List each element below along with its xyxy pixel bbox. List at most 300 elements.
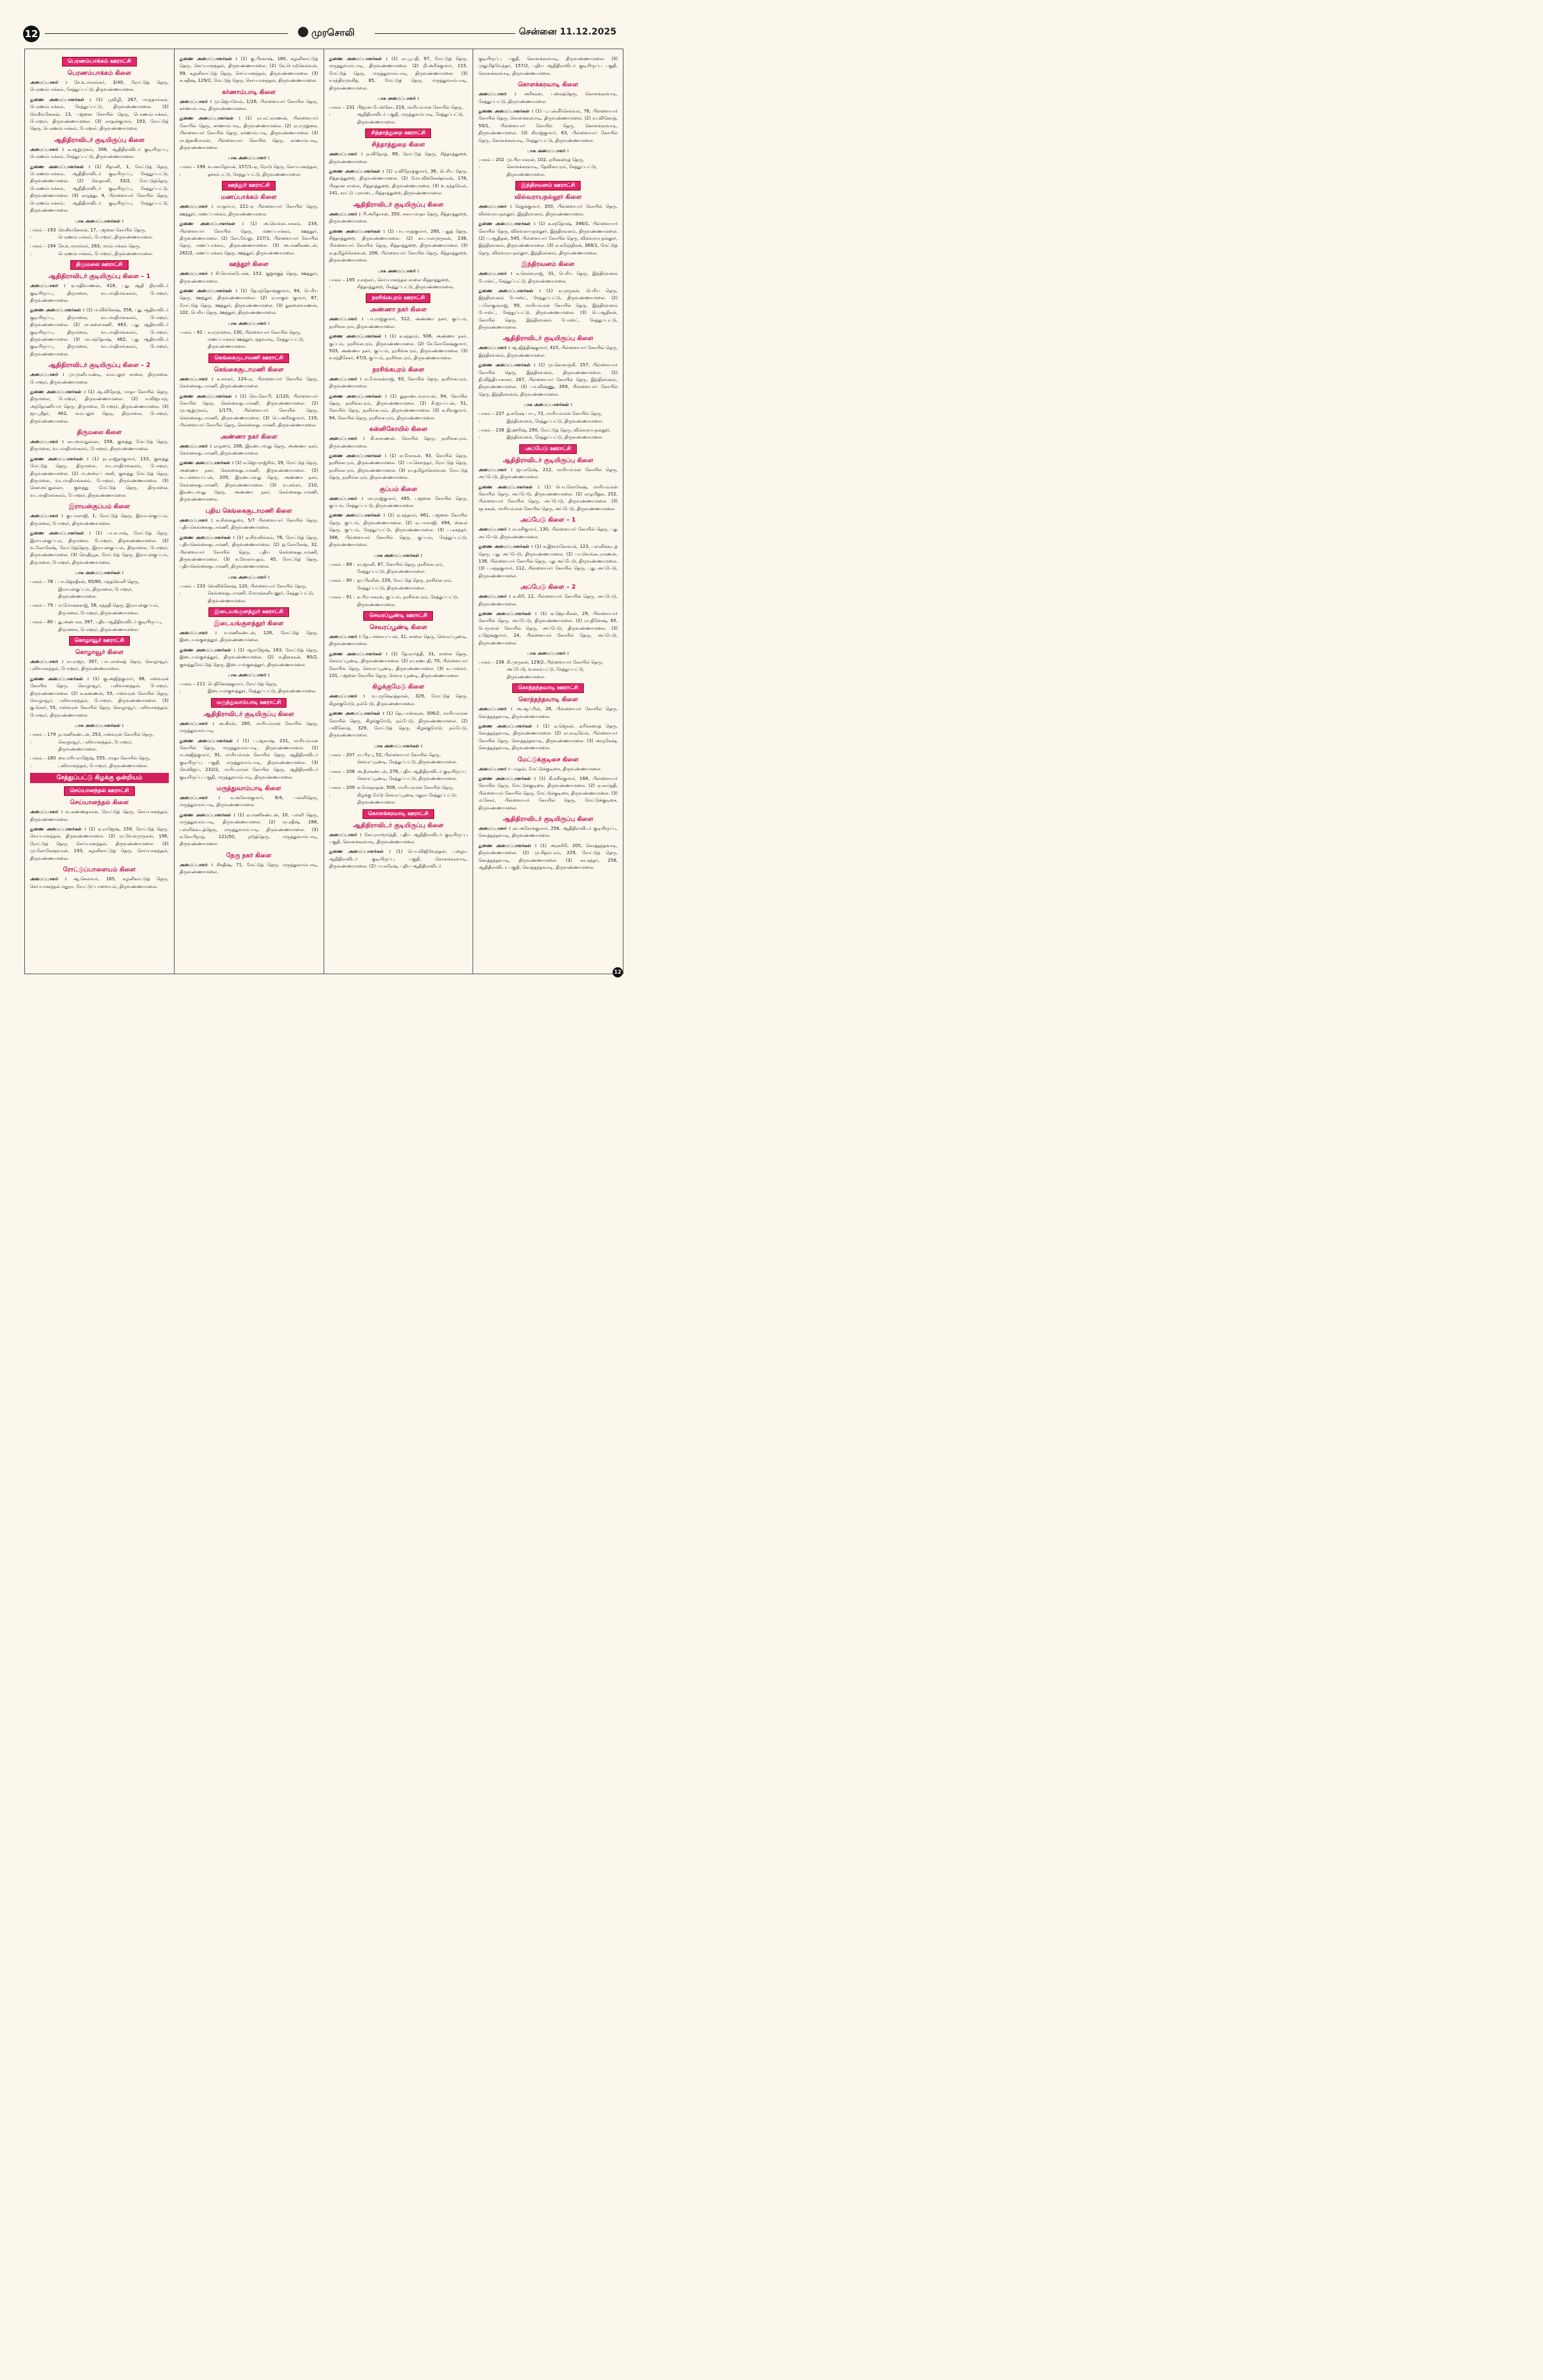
role-label: அமைப்பாளர் :	[30, 658, 64, 664]
appointee-details: (1) ரா.லட்சுமணன், பிள்ளையார் கோயில் தெரு, கர்ணாம்பாடி, திருவண்ணாமலை. (2) ஏ.ரமுறுகை, பிள்ளையார் கோயில் தெரு, கர்ணாம்பாடி, திருவண்ணாமலை. (3) ரா.ஜனகிராமன், பிள்ளையார் கோயில் தெரு, கர்ணாம்பாடி, திருவண்ணாமலை.	[179, 116, 318, 151]
branch-heading: இராயன்குப்பம் கிளை	[68, 503, 130, 511]
branch-heading: ரோட்டுப்பாளையம் கிளை	[63, 866, 136, 874]
appointee-entry	[180, 795, 318, 809]
booth-agent-address: வெகீவனேசன், 17, பஜனை கோயில் தெரு, பெரணம்பாக்கம், போளூர், திருவண்ணாமலை.	[58, 227, 153, 240]
appointee-entry	[329, 651, 468, 680]
branch-heading: குப்பம் கிளை	[379, 485, 418, 493]
appointee-details: (1) ஆராஜேஷ், 163, ரோட்டுத் தெரு, இடையங்குளத்தூர், திருவண்ணாமலை. (2) க.தினகரன், 80/2, குளத்துமேட்டுத் தெரு, இடையங்குளத்தூர், திருவண்ணாமலை.	[179, 647, 318, 667]
appointee-details: அ.கிரன், 260, மாரியம்மன் கோயில் தெரு, மருத்துவாம்பாடி.	[179, 720, 318, 734]
booth-number: பாகம் – 80 :	[30, 619, 56, 625]
appointee-details: (1) துதாண்டவராயன், 94, கோயில் தெரு, நரசிங்கபுரம், திருவண்ணாமலை. (2) சி.ஜயப்பன், 51, கோயில் தெரு, நரசிங்கபுரம், திருவண்ணாமலை. (3) க.சிவகுமார், 94, கோயில் தெரு, நரசிங்கபுரம், திருவண்ணாமலை.	[329, 393, 468, 421]
column-4	[473, 49, 623, 974]
appointee-entry	[478, 221, 618, 257]
role-label: துணை அமைப்பாளர்கள் :	[329, 393, 387, 399]
booth-number: பாகம் – 237 :	[478, 411, 505, 424]
role-label: அமைப்பாளர் :	[179, 204, 214, 210]
appointee-entry	[30, 658, 169, 673]
appointee-details: (1) பொ.லோகேஷ், மாரியம்மன் கோயில் தெரு, அப்பேடு, திருவண்ணாமலை. (2) ஏழுமிறுசு, 252, பிள்ளையார் கோயில் தெரு, அப்பேடு, திருவண்ணாமலை. (3) ஞ.சுகன், மாரியம்மன் கோயில் தெரு, அப்பேடு, திருவண்ணாமலை.	[478, 484, 618, 511]
appointee-details: (1) க.சந்தோஷ், 346/1, பிள்ளையார் கோயில் தெரு, வில்வராயநல்லூர், இந்திரவனம், திருவண்ணாமலை. (2) ப.ஆதிதன், 545, பிள்ளையார் கோயில் தெரு, வில்வராயநல்லூர், இந்திரவனம், திருவண்ணாமலை. (3) ஏ.சுரேந்திரன், 368/1, மேட்டுத் தெரு, வில்வராயநல்லூர், இந்திரவனம், திருவண்ணாமலை.	[478, 221, 618, 256]
appointee-entry	[180, 203, 318, 218]
role-label: அமைப்பாளர் :	[30, 372, 65, 378]
role-label: அமைப்பாளர் :	[179, 795, 221, 801]
appointee-details: (1) ஆ.விநோத், மாதா கோயில் தெரு, திருமலை, போளூர், திருவண்ணாமலை. (2) ச.விஜயாந், அந்தோணியார் தெரு, திருமலை, போளூர், திருவண்ணாமலை. (3) ஜா.ஸ்ரீதர், 462, வம்பலூர் தெரு, திருமலை, போளூர், திருவண்ணாமலை.	[30, 389, 169, 424]
appointee-entry	[478, 345, 618, 359]
appointee-entry	[180, 288, 318, 317]
appointee-details: சி.வெங்கடேசன், 152, குறுக்குத் தெரு, ஊத்தூர், திருவண்ணாமலை.	[179, 271, 318, 284]
appointee-details: கு.பாலாஜி, 1, ரோட்டுத் தெரு, இராயன்குப்பம், திருமலை, போளூர், திருவண்ணாமலை.	[30, 513, 169, 526]
booth-agent-row	[30, 731, 169, 753]
role-label: அமைப்பாளர் :	[478, 706, 513, 712]
appointee-entry	[478, 91, 618, 105]
panchayat-heading: கொத்தந்தவாடி ஊராட்சி	[512, 683, 584, 693]
role-label: அமைப்பாளர் :	[329, 436, 365, 442]
booth-agent-address: ரா.பிரபு, 52, பிள்ளையார் கோயில் தெரு, செவரப்பூண்டி, சேத்துப்பட்டு, திருவண்ணாமலை.	[357, 752, 458, 765]
appointee-details: கோ.ராமமூர்த்தி, புதிய ஆதிதிராவிடர் குடியிருப்பு பகுதி, கொளக்கரவாடி, திருவண்ணாமலை.	[329, 832, 468, 845]
appointee-details: மா.ராஜ்குமார், 485, பஜனை கோயில் தெரு, குப்பம், சேத்துப்பட்டு, திருவண்ணாமலை.	[329, 495, 468, 509]
booth-agent-row	[30, 243, 169, 258]
booth-agent-row	[329, 104, 468, 126]
booth-agent-row	[30, 602, 169, 617]
role-label: அமைப்பாளர் :	[30, 283, 66, 289]
issue-date: சென்னை 11.12.2025	[519, 27, 616, 37]
branch-heading: அப்பேடு கிளை – 1	[520, 517, 576, 524]
booth-number: பாகம் – 233 :	[179, 583, 206, 596]
role-label: துணை அமைப்பாளர்கள் :	[179, 116, 241, 121]
appointee-details: (1) ஏ.சிவலிங்கம், 76, ரோட்டுத் தெரு, புதியகெங்கைசூடாமணி, திருவண்ணாமலை. (2) ஓ.லோகேஷ், 32, பிள்ளையார் கோயில் தெரு, புதிய கெங்கைசூடாமணி, திருவண்ணாமலை. (3) க.வேலாயுதம், 45, ரோட்டுத் தெரு, புதியகெங்கைசூடாமணி, திருவண்ணாமலை.	[179, 534, 318, 570]
appointee-entry	[329, 211, 468, 226]
appointee-entry	[478, 706, 618, 720]
branch-heading: கெங்கைசூடாமணி கிளை	[214, 366, 284, 373]
appointee-details: (1) ஏ.கந்தாம், 461, பஜனை கோயில் தெரு, குப்பம், திருவண்ணாமலை. (2) ஏ.பாலாஜி, 494, ஸ்கூல் தெரு, குப்பம், சேத்துப்பட்டு, திருவண்ணாமலை. (3) ப.சுகந்தர், 388, பிள்ளையார் கோயில் தெரு, குப்பம், சேத்துப்பட்டு, திருவண்ணாமலை.	[329, 513, 468, 548]
role-label: அமைப்பாளர் :	[329, 376, 362, 382]
booth-number: பாகம் – 91 :	[329, 595, 355, 600]
appointee-entry	[329, 316, 468, 331]
role-label: துணை அமைப்பாளர்கள் :	[30, 531, 91, 536]
role-label: அமைப்பாளர் :	[329, 152, 363, 157]
appointee-details: ஏழுமை, 208, இரண்டாவது தெரு, அண்ணா நகர், கெங்கைசூடாமணி, திருவண்ணாமலை.	[179, 443, 318, 456]
appointee-details: ரா.சசிகுமார், 130, பிள்ளையார் கோயில் தெரு, புது அப்பேடு, திருவண்ணாமலை.	[478, 527, 618, 540]
booth-number: பாகம் – 89 :	[329, 561, 355, 567]
role-label: துணை அமைப்பாளர்கள் :	[329, 651, 388, 657]
role-label: துணை அமைப்பாளர்கள் :	[179, 56, 238, 61]
appointee-details: (1) ஏ.ஜெகன், ஏரிக்கரைத் தெரு, கொத்தந்தவாடி, திருவண்ணாமலை. (2) ரா.வடிவேல், பிள்ளையார் கோயில் தெரு, கொத்தந்தவாடி, திருவண்ணாமலை. (3) அழுகேஷ், கொத்தந்தவாடி, திருவண்ணாமலை.	[478, 724, 618, 751]
role-label: அமைப்பாளர் :	[329, 634, 361, 639]
section-agents-heading: பாக அமைப்பாளர் :	[228, 672, 270, 678]
role-label: அமைப்பாளர் :	[478, 826, 511, 832]
appointee-entry	[329, 228, 468, 265]
appointee-details: (1) ஏ.மணிகண்டன், 10, பள்ளி தெரு, மருத்துவாம்பாடி, திருவண்ணாமலை. (2) ரா.சதீஷ், 188, பள்ளிக்கூடத்தெரு, மருத்துவாம்பாடி, திருவண்ணாமலை. (3) க.கோபிநாத், 121/50, நடுத்தெரு, மருத்துவாம்பாடி, திருவண்ணாமலை.	[179, 812, 318, 847]
appointee-details: மு.முனியாண்டி, வம்பலூர் சாலை, திருமலை, போளூர், திருவண்ணாமலை.	[30, 372, 169, 385]
branch-heading: வில்வராயநல்லூர் கிளை	[514, 194, 582, 201]
booth-agent-row	[478, 410, 618, 425]
appointee-details: (1) ரா.பூபதி, 97, மேட்டுத் தெரு, மருத்துவாம்பாடி, திருவண்ணாமலை. (2) நி.அரிக்குமார், 115, மேட்டுத் தெரு, மருத்துவாம்பாடி, திருவண்ணாமலை. (3) ச.சந்திரமுரசித், 85, மேட்டுத் தெரு, மருத்துவாம்பாடி, திருவண்ணாமலை.	[329, 56, 468, 91]
appointee-details: (1) கு.அஜித்குமார், 98, ஈஸ்வரன் கோயில் தெரு, கொழாவூர், புலிவானந்தல், போளூர், திருவண்ணாமலை. (2) க.கண்ணன், 55, ஈஸ்வரன் கோயில் தெரு, கொழாவூர், புலிவானந்தல், போளூர், திருவண்ணாமலை. (3) கு.செசர், 55, ஈஸ்வரன் கோயில் தெரு, கொழாவூர், புலிவானந்தல், போளூர், திருவண்ணாமலை.	[30, 676, 169, 718]
booth-agent-row	[329, 594, 468, 609]
appointee-entry	[329, 333, 468, 362]
appointee-details: (1) கி.சசிக்குமார், 168, பிள்ளையார் கோயில் தெரு, மேட்டுக்குடிசை, திருவண்ணாமலை. (2) ஏ.கார்த்தி, பிள்ளையார் கோயில் தெரு, மேட்டுக்குடிசை, திருவண்ணாமலை. (3) ம.சேகர், பிள்ளையார் கோயில் தெரு, மேட்டுக்குடிசை, திருவண்ணாமலை.	[478, 776, 618, 811]
appointee-details: ஆ.ஜித்திஷ்குமார், 415, பிள்ளையார் கோயில் தெரு, இந்திரவனம், திருவண்ணாமலை.	[478, 345, 618, 358]
appointee-entry	[329, 832, 468, 846]
header-rule-left	[45, 33, 288, 34]
appointee-details: (1) ர.விநோத்குமார், 36, பெரிய தெரு, சித்தாத்துறை, திருவண்ணாமலை. (2) மோ.விக்னேஷ்வரன், 178, பிரதான சாலை, சித்தாத்துறை, திருவண்ணாமலை. (3) உ.கந்தவேல், 141, காட்டு புரவடை, சித்தாத்துறை, திருவண்ணாமலை.	[329, 169, 468, 196]
appointee-details: (1) ஏ.மோகன், 93, கோயில் தெரு, நரசிங்கபுரம், திருவண்ணாமலை. (2) பா.சௌந்தர், ரோட்டுத் தெரு, நரசிங்கபுரம், திருவண்ணாமலை. (3) ரா.தமிழ்ச்செல்வன், ரோட்டுத் தெரு, நரசிங்கபுரம், திருவண்ணாமலை.	[329, 453, 468, 481]
appointee-entry	[478, 526, 618, 541]
booth-agent-row	[30, 579, 169, 600]
appointee-entry	[180, 738, 318, 781]
appointee-entry	[329, 151, 468, 166]
column-2	[175, 49, 324, 974]
panchayat-heading: திருமலை ஊராட்சி	[70, 260, 129, 270]
booth-agent-row	[30, 755, 169, 770]
appointee-details: ஆ.செல்வம், 185, கழனிகாட்டுத் தெரு, செய்யானந்தல் மதுரா, ரோட்டுப்பாளையம், திருவண்ணாமலை.	[30, 876, 169, 889]
branch-heading: ஆதிதிராவிடர் குடியிருப்பு கிளை	[503, 456, 593, 464]
appointee-entry	[478, 593, 618, 608]
branch-heading: ஆதிதிராவிடர் குடியிருப்பு கிளை	[503, 335, 593, 343]
booth-agent-row	[329, 784, 468, 806]
role-label: அமைப்பாளர் :	[179, 376, 214, 382]
appointee-details: ஏ.மோகன்ராஜ், 93, கோயில் தெரு, நரசிங்கபுரம், திருவண்ணாமலை.	[329, 376, 468, 389]
appointee-entry	[329, 512, 468, 548]
appointee-entry	[478, 766, 618, 773]
appointee-details: ந.விநோத், 89, ரோட்டுத் தெரு, சித்தாத்துறை, திருவண்ணாமலை.	[329, 152, 468, 164]
booth-agent-address: ச.ரமுமலை, 230, பிள்ளையார் கோயில் தெரு, மணப்பாக்கம் ஊத்தூர், ஒதவலடி, சேத்துப்பட்டு, திருவண்ணாமலை.	[207, 329, 304, 350]
appointee-entry	[30, 371, 169, 386]
role-label: அமைப்பாளர் :	[478, 345, 510, 351]
booth-agent-address: அ.நீலகண்டன், 276, புதிய ஆதிதிராவிடர் குடியிருப்பு செவரப்பூண்டி, சேத்துப்பட்டு, திருவண்ணாமலை.	[357, 768, 466, 782]
booth-agent-address: இ.ஹரிஷ், 290, ரோட்டுத் தெரு, வில்வராயநல்லூர், இந்திரவனம், சேத்துப்பட்டு, திருவண்ணாமலை.	[506, 428, 611, 440]
booth-number: பாகம் – 179 :	[30, 732, 56, 745]
booth-agent-address: ர.சஞ்சய், செய்யானந்தல் சாலை சித்தாத்துறை, சித்தாத்துறை, சேத்துப்பட்டு, திருவண்ணாமலை.	[357, 277, 455, 290]
appointee-details: (1) வெ.கோபி, 1/120, பிள்ளையார் கோயில் தெரு, கெங்கைசூடாமணி, திருவண்ணாமலை. (2) மு.ஆறுமுகம், 1/175, பிள்ளையார் கோயில் தெரு, கெங்கைசூடாமணி, திருவண்ணாமலை. (3) பெ.அரிக்குமார், 119, பிள்ளையார் கோயில் தெரு, கெங்கைசூடாமணி, திருவண்ணாமலை.	[179, 393, 318, 428]
role-label: அமைப்பாளர் :	[329, 694, 365, 699]
appointee-details: (1) பா.பாரத்குமார், 260, புதுத் தெரு, சித்தாத்துறை, திருவண்ணாமலை. (2) கா.பாலமுருகன், 238, பிள்ளையார் கோயில் தெரு, சித்தாத்துறை, திருவண்ணாமலை. (3) ஏ.தமிழ்ச்செல்வன், 206, பிள்ளையார் கோயில் தெரு, சித்தாத்துறை, திருவண்ணாமலை.	[329, 228, 468, 263]
appointee-details: (1) ப.ஆகாஷ், 231, மாரியம்மன் கோயில் தெரு, மருத்துவாம்பாடி, திருவண்ணாமலை. (2) ம.அஜித்குமார், 91, மாரியம்மன் கோயில் தெரு, ஆதிதிராவிடர் குடியிருப்பு பகுதி, மருத்துவாம்பாடி, திருவண்ணாமலை. (3) வேவிஜய், 232/2, மாரியம்மன் கோயில் தெரு, ஆதிதிராவிடர் குடியிருப்பு பகுதி, மருத்துவாம்பாடி, திருவண்ணாமலை.	[179, 738, 318, 780]
appointee-entry	[180, 221, 318, 257]
role-label: துணை அமைப்பாளர்கள் :	[478, 362, 536, 368]
branch-heading: பெரணம்பாக்கம் கிளை	[67, 70, 132, 77]
branch-heading: கிழக்குமேடு கிளை	[372, 683, 425, 691]
appointee-entry	[180, 270, 318, 285]
branch-heading: கொத்தந்தவாடி கிளை	[518, 696, 578, 704]
role-label: துணை அமைப்பாளர்கள் :	[179, 393, 237, 399]
booth-agent-address: சே.உ.மாசங்கர், 263, மாம்பாக்கம் தெரு, பெரணம்பாக்கம், போளூர், திருவண்ணாமலை.	[58, 244, 153, 256]
role-label: துணை அமைப்பாளர்கள் :	[478, 544, 533, 550]
role-label: துணை அமைப்பாளர்கள் :	[179, 460, 234, 466]
booth-number: பாகம் – 209 :	[329, 785, 355, 798]
appointee-details: (1) அ.வெங்கடாசலம், 234, பிள்ளையார் கோயில் தெரு, மணப்பாக்கம், ஊத்தூர், திருவண்ணாமலை. (2) கோ.வேலு, 227/1, பிள்ளையார் கோயில் தெரு, மணப்பாக்கம், திருவண்ணாமலை. (3) அ.மணிகண்டன், 262/2, மணப்பாக்கம் தெரு, ஊத்தூர், திருவண்ணாமலை.	[179, 221, 318, 256]
booth-agent-row	[180, 681, 318, 696]
role-label: அமைப்பாளர் :	[478, 467, 513, 472]
role-label: அமைப்பாளர் :	[179, 443, 212, 449]
appointee-details: கி.சரவணன், கோயில் தெரு, நரசிங்கபுரம், திருவண்ணாமலை.	[329, 436, 468, 449]
appointee-details: சு.கிரி, 12, பிள்ளையார் கோயில் தெரு, அப்பேடு, திருவண்ணாமலை.	[478, 594, 618, 607]
appointee-details: மு.ஜெயவேல், 1/16, பிள்ளையார் கோயில் தெரு, கர்ணாம்பாடி, திருவண்ணாமலை.	[179, 98, 318, 112]
role-label: அமைப்பாளர் :	[179, 98, 212, 104]
appointee-entry	[30, 513, 169, 527]
appointee-entry	[478, 108, 618, 144]
role-label: துணை அமைப்பாளர்கள் :	[329, 56, 388, 61]
role-label: துணை அமைப்பாளர்கள் :	[329, 228, 386, 234]
booth-number: பாகம் – 211 :	[179, 681, 206, 694]
appointee-details: ச.மணிகண்டன், 126, ரோட்டுத் தெரு, இடையங்குளத்தூர், திருவண்ணாமலை.	[179, 630, 318, 643]
role-label: அமைப்பாளர் :	[30, 513, 63, 519]
branch-heading: சித்தாத்துறை கிளை	[372, 141, 425, 149]
page-header	[17, 23, 623, 45]
appointee-details: பி.அரிதாசன், 350, சகாயமாதா தெரு, சித்தாத்துறை, திருவண்ணாமலை.	[329, 211, 468, 224]
booth-number: பாகம் – 207 :	[329, 752, 355, 765]
booth-agent-address: மு.பிரபாகரன், 102, ஏரிக்கரைத் தெரு, கொளக்கரவாடி, தேவிகாபுரம், சேத்துப்பட்டு, திருவண்ணாமலை.	[506, 157, 597, 177]
appointee-entry	[478, 467, 618, 481]
booth-agent-row	[329, 768, 468, 783]
role-label: அமைப்பாளர் :	[478, 766, 510, 772]
appointee-details: (1) ஏ.ஜெயசீலன், 29, பிள்ளையார் கோயில் தெரு, அப்பேடு, திருவண்ணாமலை. (2) ரா.தினேஷ், 65, பெருமாள் கோயில் தெரு, அப்பேடு, திருவண்ணாமலை. (3) ர.ஜேஷ்குமார், 24, பிள்ளையார் கோயில் தெரு, அப்பேடு, திருவண்ணாமலை.	[478, 611, 618, 646]
section-agents-heading: பாக அமைப்பாளர்கள் :	[75, 570, 124, 576]
role-label: அமைப்பாளர் :	[179, 720, 214, 726]
appointee-details: (1) கு.பிரகாஷ், 180, கழனிகாட்டுத் தெரு, செய்யானந்தல், திருவண்ணாமலை. (2) கே.பொற்செல்வன், 99, கழனிகாட்டுத் தெரு, செய்யானந்தல், திருவண்ணாமலை. (3) சு.சதிஷ், 129/2, மேட்டுத் தெரு, செய்யானந்தல், திருவண்ணாமலை.	[179, 56, 318, 84]
appointee-details: அரிகரன், பஸ்லத்தெரு, கொளக்கரவாடி, சேத்துப்பட்டு, திருவண்ணாமலை.	[478, 91, 618, 104]
appointee-details: (1) மு.கொளஞ்சி, 257, பிள்ளையார் கோயில் தெரு, இந்திரவனம், திருவண்ணாமலை. (2) தி.வித்தியாசாகர், 267, பிள்ளையார் கோயில் தெரு, இந்திரவனம், திருவண்ணாமலை. (3) பா.விஷ்ணு, 269, பிள்ளையார் கோயில் தெரு, இந்திரவனம், திருவண்ணாமலை.	[478, 362, 618, 397]
appointee-details: (1) பா.சபாஷ், ரோட்டுத் தெரு, இராயன்குப்பம், திருமலை, போளூர், திருவண்ணாமலை. (2) வ.லோகேஷ், ரோட்டுத்தெரு, இராயன்குப்பம், திருமலை, போளூர், திருவண்ணாமலை. (3) வெதியூசு, ரோட்டுத் தெரு, இராயன்குப்பம், திருமலை, போளூர், திருவண்ணாமலை.	[30, 531, 169, 565]
appointee-entry	[329, 634, 468, 648]
role-label: அமைப்பாளர் :	[478, 204, 512, 210]
branch-heading: ஆதிதிராவிடர் குடியிருப்பு கிளை	[353, 821, 444, 829]
appointee-entry	[329, 435, 468, 450]
booth-number: பாகம் – 90 :	[329, 578, 355, 584]
appointee-entry	[329, 848, 468, 870]
branch-heading: அண்ணா நகர் கிளை	[220, 433, 278, 440]
appointee-entry	[478, 484, 618, 513]
branch-heading: நரசிங்கபுரம் கிளை	[372, 366, 425, 373]
booth-agent-row	[30, 227, 169, 242]
booth-number: பாகம் – 193 :	[30, 227, 56, 240]
appointee-details: பா.ராஜ்குமார், 512, அண்ணா நகர், குப்பம், நரசிங்கபுரம், திருவண்ணாமலை.	[329, 316, 468, 329]
branch-heading: மேட்டுக்குடிசை கிளை	[517, 756, 579, 763]
role-label: துணை அமைப்பாளர்கள் :	[329, 334, 387, 339]
role-label: துணை அமைப்பாளர்கள் :	[30, 676, 90, 681]
role-label: அமைப்பாளர் :	[478, 594, 511, 600]
appointee-entry	[30, 876, 169, 891]
role-label: அமைப்பாளர் :	[329, 495, 364, 501]
booth-number: பாகம் – 208 :	[329, 768, 355, 782]
section-agents-heading: பாக அமைப்பாளர்கள் :	[75, 723, 124, 729]
section-agents-heading: பாக அமைப்பாளர்கள் :	[373, 743, 423, 749]
branch-heading: ஆதிதிராவிடர் குடியிருப்பு கிளை	[503, 816, 593, 823]
branch-heading: அப்பேடு கிளை – 2	[520, 584, 576, 591]
column-1	[25, 49, 175, 974]
panchayat-heading: செய்யானந்தல் ஊராட்சி	[64, 786, 135, 796]
booth-number: பாகம் – 202 :	[478, 157, 505, 170]
appointee-entry	[329, 56, 468, 92]
page-number-badge: 12	[23, 26, 40, 42]
section-agents-heading: பாக அமைப்பாளர் :	[377, 96, 419, 102]
appointee-entry	[30, 389, 169, 425]
section-agents-heading: பாக அமைப்பாளர் :	[377, 268, 419, 274]
appointee-entry	[180, 98, 318, 113]
appointee-entry	[180, 862, 318, 876]
appointee-details: கா.அசோக்குமார், 256, ஆதிதிராவிடர் குடியிருப்பு, கொத்தந்தவாடி, திருவண்ணாமலை.	[478, 826, 618, 839]
role-label: துணை அமைப்பாளர்கள் :	[329, 169, 384, 175]
role-label: அமைப்பாளர் :	[478, 527, 511, 533]
booth-agent-address: கி.முருகன், 129/2, பிள்ளையார் கோயில் தெரு, அப்பேடு, உலகம்பட்டு, சேத்துப்பட்டு, திருவண்ணாமலை.	[506, 659, 604, 680]
appointee-details: (1) பொ.விஜிவேந்தன், பழைய ஆதிதிராவிடர் குடியிருப்பு பகுதி, கொளக்கரவாடி, திருவண்ணாமலை. (2) பா.சுரேஷ், புதிய ஆதிதிராவிடர்	[329, 849, 468, 869]
content-frame	[24, 49, 623, 974]
appointee-entry	[180, 630, 318, 644]
role-label: துணை அமைப்பாளர்கள் :	[329, 453, 387, 459]
branch-heading: மருத்துவாம்பாடி கிளை	[216, 785, 281, 793]
booth-agent-row	[478, 659, 618, 681]
appointee-entry	[478, 775, 618, 812]
appointee-entry	[478, 56, 618, 77]
appointee-entry	[30, 79, 169, 94]
booth-agent-row	[180, 164, 318, 178]
union-banner: சேத்துப்பட்டு கிழக்கு ஒன்றியம்	[30, 773, 169, 783]
appointee-entry	[478, 723, 618, 752]
role-label: துணை அமைப்பாளர்கள் :	[478, 288, 541, 293]
appointee-details: (1) க.முருகன், பெரிய தெரு, இந்திரவனம் போஸ்ட், சேத்துப்பட்டு, திருவண்ணாமலை. (2) ப.கோகுல்ராஜ், 99, மாரியம்மன் கோயில் தெரு, இந்திரவனம் போஸ்ட், சேத்துப்பட்டு, திருவண்ணாமலை. (3) பெ.ஆதிசன், கோயில் தெரு, இந்திரவனம் போஸ்ட், சேத்துப்பட்டு, திருவண்ணாமலை.	[478, 288, 618, 330]
appointee-details: (1) தே.சந்தோஷ்குமார், 94, பெரிய தெரு, ஊத்தூர், திருவண்ணாமலை. (2) ஏ.ராகுல் குமார், 87, ரோட்டுத் தெரு, ஊத்தூர், திருவண்ணாமலை. (3) துகலைவாணன், 102, பெரிய தெரு, ஊத்தூர், திருவண்ணாமலை.	[179, 288, 318, 316]
booth-agent-address: சை.மரியராஜேஷ், 555, மாதா கோயில் தெரு, புலிவானந்தல், போளூர், திருவண்ணாமலை.	[58, 756, 151, 768]
appointee-entry	[478, 825, 618, 840]
role-label: துணை அமைப்பாளர்கள் :	[179, 647, 236, 653]
section-agents-heading: பாக அமைப்பாளர் :	[228, 574, 270, 580]
appointee-entry	[329, 376, 468, 391]
appointee-details: ஏ.மதிவாணன், 418, புது ஆதி திராவிடர் குடியிருப்பு, திருமலை, வடமாதிமங்கலம், போளூர், திருவண்ணாமலை.	[30, 283, 169, 303]
branch-heading: இந்திரவனம் கிளை	[521, 261, 575, 268]
appointee-entry	[180, 376, 318, 391]
role-label: துணை அமைப்பாளர்கள் :	[478, 611, 537, 616]
appointee-entry	[478, 203, 618, 218]
appointee-details: பமதன், மேட்டுக்குடிசை, திருவண்ணாமலை.	[510, 766, 602, 772]
role-label: துணை அமைப்பாளர்கள் :	[478, 843, 537, 848]
booth-number: பாகம் – 236 :	[478, 659, 505, 673]
branch-heading: ஆதிதிராவிடர் குடியிருப்பு கிளை	[203, 710, 294, 718]
columns	[25, 49, 623, 974]
appointee-details: (1) க.இளங்கோவன், 123, பள்ளிக்கூடத் தெரு, புது அப்பேடு, திருவண்ணாமலை. (2) பா.வெங்கடரமணன், 138, பிள்ளையார் கோயில் தெரு, புது அப்பேடு, திருவண்ணாமலை. (3) ப.சந்தகுமார், 112, பிள்ளையார் கோயில் தெரு, புது அப்பேடு, திருவண்ணாமலை.	[478, 544, 618, 579]
appointee-entry	[30, 97, 169, 133]
header-rule-right	[375, 33, 515, 34]
role-label: துணை அமைப்பாளர்கள் :	[478, 109, 534, 114]
role-label: அமைப்பாளர் :	[179, 517, 213, 523]
appointee-entry	[329, 495, 468, 510]
booth-number: பாகம் – 231 :	[329, 105, 355, 118]
role-label: துணை அமைப்பாளர்கள் :	[30, 456, 89, 462]
appointee-details: ரா.ராஜா, 397, பாடசாலைத் தெரு, கொழாவூர், புலிவானந்தல், போளூர், திருவண்ணாமலை.	[30, 658, 169, 672]
appointee-details: ம.புருஷோத்தமன், 329, ரோட்டுத் தெரு, கிழக்குமேடு, நம்பேடு, திருவண்ணாமலை.	[329, 694, 468, 706]
section-agents-heading: பாக அமைப்பாளர் :	[228, 155, 270, 161]
role-label: அமைப்பாளர் :	[179, 271, 213, 277]
role-label: துணை அமைப்பாளர்கள் :	[179, 738, 239, 743]
appointee-details: (1) ஏ.ராஜேஷ், 159, ரோட்டுத் தெரு, செய்யானந்தல், திருவண்ணாமலை. (2) ரா.வேல்முருகன், 196, ரோட்டுத் தெரு, செய்யானந்தல், திருவண்ணாமலை. (3) மு.லோகேஷ்வரன், 193, கழனிகாட்டுத் தெரு, செய்யானந்தல், திருவண்ணாமலை.	[30, 827, 169, 861]
branch-heading: ஆதிதிராவிடர் குடியிருப்பு கிளை	[353, 201, 444, 208]
appointee-details: (1) அரசுசிரி, 205, கொத்தந்தவாடி, திருவண்ணாமலை. (2) மு.சிதம்பரம், 229, ரோட்டுத் தெரு, கொத்தந்தவாடி, திருவண்ணாமலை. (3) கா.சுந்தர், 256, ஆதிதிராவிடர் பகுதி, கொத்தந்தவாடி, திருவண்ணாமலை.	[478, 843, 618, 871]
panchayat-heading: இடையங்குளத்தூர் ஊராட்சி	[208, 607, 289, 617]
booth-number: பாகம் – 198 :	[179, 164, 206, 177]
branch-heading: ஆதிதிராவிடர் குடியிருப்பு கிளை – 2	[48, 362, 151, 369]
appointee-details: (1) சிதானி, 1, மேட்டுத் தெரு, பெரணம்பாக்கம், ஆதிதிராவிடர் குடியிருப்பு, சேத்துப்பட்டு, திருவண்ணாமலை. (2) வெதானி, 33/2, மேட்டுத்தெரு, பெரணம்பாக்கம், ஆதிதிராவிடர் குடியிருப்பு, சேத்துப்பட்டு, திருவண்ணாமலை. (3) ஏழுத்து, 4, பிள்ளையார் கோயில் தெரு, பெரணம்பாக்கம், ஆதிதிராவிடர் குடியிருப்பு, சேத்துப்பட்டு, திருவண்ணாமலை.	[30, 164, 169, 214]
appointee-details: சேதுக்குமார், 350, பிள்ளையார் கோயில் தெரு, வில்வராயநல்லூர், இந்திரவனம், திருவண்ணாமலை.	[478, 204, 618, 217]
appointee-details: சிசதிஷ், 71, மேட்டுத் தெரு, மருத்துவாம்பாடி, திருவண்ணாமலை.	[179, 862, 318, 875]
booth-agent-address: பா.ஜெகதீசன், 95/80, மந்தவெளி தெரு, இராயன்குப்பம், திருமலை, போளூர், திருவண்ணாமலை.	[58, 579, 139, 599]
booth-number: பாகம் – 92 :	[179, 329, 206, 335]
role-label: துணை அமைப்பாளர்கள் :	[179, 534, 235, 540]
role-label: துணை அமைப்பாளர்கள் :	[478, 221, 536, 227]
booth-number: பாகம் – 194 :	[30, 244, 56, 256]
role-label: துணை அமைப்பாளர்கள் :	[30, 164, 91, 169]
appointee-details: அ.ஆப்பின், 28, பிள்ளையார் கோயில் தெரு, கொத்தந்தவாடி, திருவண்ணாமலை.	[478, 706, 618, 719]
appointee-entry	[30, 456, 169, 499]
masthead	[298, 27, 355, 40]
role-label: அமைப்பாளர் :	[329, 316, 364, 322]
masthead-logo-icon	[298, 27, 308, 37]
appointee-entry	[329, 693, 468, 708]
appointee-entry	[478, 611, 618, 647]
appointee-details: (1) க.கந்தாம், 506, அண்ணா நகர், குப்பம், நரசிங்கபுரம், திருவண்ணாமலை. (2) சே.லோகேஷ்குமார், 503, அண்ணா நகர், குப்பம், நரசிங்கபுரம், திருவண்ணாமலை. (3) க.சந்திசேகர், 47/3, குப்பம், நரசிங்கபுரம், திருவண்ணாமலை.	[329, 334, 468, 361]
appointee-entry	[180, 812, 318, 848]
booth-agent-address: து.அன்பரசு, 397, புதிய ஆதிதிராவிடர் குடியிருப்பு, திருமலை, போளூர், திருவண்ணாமலை.	[58, 619, 162, 632]
booth-number: பாகம் – 79 :	[30, 603, 56, 609]
appointee-details: க.சங்கர், 124–ஏ, பிள்ளையார் கோயில் தெரு, கெங்கைசூடாமணி, திருவண்ணாமலை.	[179, 376, 318, 389]
role-label: அமைப்பாளர் :	[30, 876, 67, 882]
appointee-details: (1) நடராஜ்தர்குமார், 133, குளத்து மேட்டுத் தெரு, திருமலை, வடமாதிமங்கலம், போளூர், திருவண்ணாமலை. (2) ம.அஸ்ரப் அலி, குளத்து மேட்டுத் தெரு, திருமலை, வடமாதிமங்கலம், போளூர், திருவண்ணாமலை. (3) கெளஅப்துல்லா, குளத்து மேட்டுத் தெரு, திருமலை, வடமாதிமங்கலம், போளூர், திருவண்ணாமலை.	[30, 456, 169, 498]
role-label: துணை அமைப்பாளர்கள் :	[329, 849, 391, 855]
footer-page-number: 12	[613, 967, 623, 977]
role-label: அமைப்பாளர் :	[478, 271, 513, 277]
booth-number: பாகம் – 180 :	[30, 756, 56, 768]
branch-heading: கன்னிகோயில் கிளை	[369, 426, 428, 433]
role-label: அமைப்பாளர் :	[30, 809, 63, 815]
appointee-entry	[30, 439, 169, 453]
appointee-entry	[478, 362, 618, 398]
panchayat-heading: அப்பேடு ஊராட்சி	[519, 444, 577, 454]
booth-number: பாகம் – 195 :	[329, 277, 355, 290]
appointee-details: ஜா.சுரேஷ், 212, மாரியம்மன் கோயில் தெரு, அப்பேடு, திருவண்ணாமலை.	[478, 467, 618, 480]
role-label: அமைப்பாளர் :	[179, 630, 217, 635]
branch-heading: செவரப்பூண்டி கிளை	[369, 623, 427, 631]
booth-agent-row	[180, 329, 318, 351]
role-label: துணை அமைப்பாளர்கள் :	[30, 389, 86, 394]
booth-agent-address: க.மேகநாதன், 508, மாரியம்மன் கோயில் தெரு, கிழக்கு மேடு செவரப்பூண்டி மதுரா சேத்துப்பட்டு, திருவண்ணாமலை.	[357, 785, 457, 805]
section-agents-heading: பாக அமைப்பாளர் :	[527, 148, 569, 154]
panchayat-heading: மருத்துவாம்பாடி ஊராட்சி	[211, 698, 287, 708]
role-label: துணை அமைப்பாளர்கள் :	[179, 288, 238, 293]
branch-heading: ஆதிதிராவிடர் குடியிருப்பு கிளை – 1	[48, 273, 151, 281]
booth-agent-address: ரா.ஜானி, 87, கோயில் தெரு, நரசிங்கபுரம், சேத்துப்பட்டு, திருவண்ணாமலை.	[357, 561, 444, 574]
branch-heading: ஊத்தூர் கிளை	[229, 261, 269, 268]
appointee-entry	[30, 826, 169, 862]
appointee-entry	[30, 307, 169, 358]
appointee-entry	[30, 283, 169, 304]
appointee-entry	[180, 460, 318, 503]
branch-heading: செய்யானந்தல் கிளை	[70, 799, 129, 807]
appointee-details: க.ஆறுமுகம், 398, ஆதிதிராவிடர் குடியிருப்பு, பெரணம்பாக்கம், சேத்துப்பட்டு, திருவண்ணாமலை.	[30, 146, 169, 160]
role-label: துணை அமைப்பாளர்கள் :	[30, 307, 85, 313]
branch-heading: ஆதிதிராவிடர் குடியிருப்பு கிளை	[54, 136, 145, 144]
branch-heading: திருமலை கிளை	[77, 429, 122, 437]
appointee-entry	[180, 534, 318, 571]
role-label: துணை அமைப்பாளர்கள் :	[478, 724, 539, 729]
appointee-details: க.செல்வராஜ், 31, பெரிய தெரு, இந்திரவனம் போஸ்ட், சேத்துப்பட்டு, திருவண்ணாமலை.	[478, 271, 618, 284]
appointee-details: (1) பூவிழி, 267, மாந்தாங்கல், பெரணம்பாக்கம், சேத்துப்பட்டு, திருவண்ணாமலை. (2) வெகீவனேசன், 13, பஜனை கோயில் தெரு, பெரணம்பாக்கம், போளூர், திருவண்ணாமலை. (3) சமதன்குமார், 193, ரோட்டுத் தெரு, பெரணம்பாக்கம், போளூர், திருவண்ணாமலை.	[30, 97, 169, 132]
panchayat-heading: செவரப்பூண்டி ஊராட்சி	[363, 611, 433, 621]
appointee-entry	[180, 56, 318, 85]
appointee-entry	[329, 710, 468, 740]
column-3	[324, 49, 474, 974]
appointee-entry	[180, 443, 318, 458]
panchayat-heading: நரசிங்கபுரம் ஊராட்சி	[366, 293, 430, 303]
appointee-entry	[180, 517, 318, 532]
booth-agent-row	[329, 277, 468, 292]
appointee-entry	[180, 647, 318, 669]
